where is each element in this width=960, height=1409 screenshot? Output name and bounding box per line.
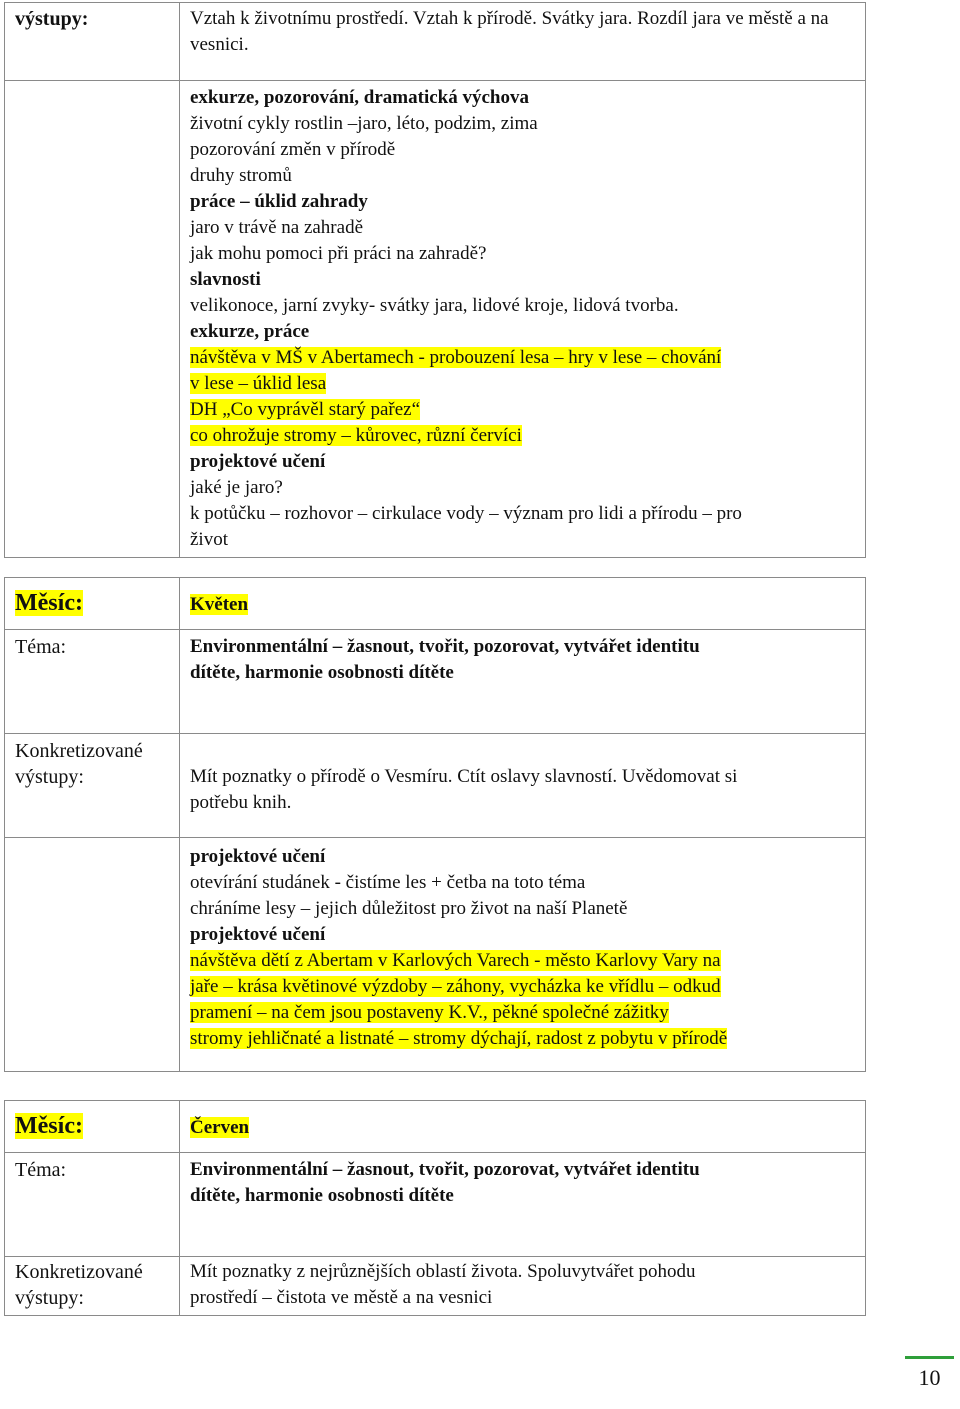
activities-cell bbox=[180, 838, 866, 1072]
table-june bbox=[4, 1100, 866, 1316]
label-cell-empty bbox=[5, 838, 180, 1072]
activity-text: co ohrožuje stromy – kůrovec, různí červíci bbox=[190, 425, 522, 446]
activity-line bbox=[190, 397, 857, 423]
activities-list bbox=[180, 838, 865, 1056]
activity-line bbox=[190, 948, 857, 974]
activity-text: DH „Co vyprávěl starý pařez“ bbox=[190, 399, 421, 420]
vystupy-line: potřebu knih. bbox=[190, 792, 292, 813]
month-label-cell bbox=[5, 578, 180, 630]
activity-line bbox=[190, 189, 857, 215]
label-vystupy: výstupy: bbox=[15, 8, 89, 30]
page-number: 10 bbox=[905, 1356, 954, 1397]
activity-line bbox=[190, 527, 857, 553]
activity-line bbox=[190, 922, 857, 948]
tema-label-cell bbox=[5, 630, 180, 734]
activity-text: jaro v trávě na zahradě bbox=[190, 217, 364, 238]
tema-line: dítěte, harmonie osobnosti dítěte bbox=[190, 1185, 454, 1206]
activity-line bbox=[190, 475, 857, 501]
activity-text: projektové učení bbox=[190, 924, 326, 945]
table-continuation bbox=[4, 2, 866, 558]
activities-cell bbox=[180, 81, 866, 558]
vystupy-cell bbox=[180, 734, 866, 838]
vystupy-line: Mít poznatky o přírodě o Vesmíru. Ctít oslavy slavností. Uvědomovat si bbox=[190, 766, 738, 787]
activity-text: život bbox=[190, 529, 228, 550]
activity-line bbox=[190, 111, 857, 137]
activity-text: exkurze, pozorování, dramatická výchova bbox=[190, 87, 529, 108]
activity-line bbox=[190, 293, 857, 319]
activity-line bbox=[190, 215, 857, 241]
tema-line: Environmentální – žasnout, tvořit, pozorovat, vytvářet identitu bbox=[190, 636, 700, 657]
label-cell-empty bbox=[5, 81, 180, 558]
activity-text: práce – úklid zahrady bbox=[190, 191, 368, 212]
activity-text: pozorování změn v přírodě bbox=[190, 139, 396, 160]
outputs-text: Vztah k životnímu prostředí. Vztah k přírodě. Svátky jara. Rozdíl jara ve městě a na vesnici. bbox=[190, 8, 829, 55]
vystupy-cell bbox=[180, 1257, 866, 1316]
activity-line bbox=[190, 137, 857, 163]
label-vystupy: výstupy: bbox=[15, 1287, 84, 1309]
activity-line bbox=[190, 870, 857, 896]
activity-line bbox=[190, 267, 857, 293]
label-konkretizovane: Konkretizované bbox=[15, 740, 143, 762]
activity-text: jak mohu pomoci při práci na zahradě? bbox=[190, 243, 487, 264]
activity-text: chráníme lesy – jejich důležitost pro život na naší Planetě bbox=[190, 898, 628, 919]
activity-line bbox=[190, 423, 857, 449]
vystupy-line: Mít poznatky z nejrůznějších oblastí života. Spoluvytvářet pohodu bbox=[190, 1261, 696, 1282]
activity-text: stromy jehličnaté a listnaté – stromy dýchají, radost z pobytu v přírodě bbox=[190, 1028, 728, 1049]
activity-line bbox=[190, 1000, 857, 1026]
label-mesic: Měsíc: bbox=[15, 1113, 83, 1139]
activity-line bbox=[190, 345, 857, 371]
activity-line bbox=[190, 844, 857, 870]
activity-line bbox=[190, 241, 857, 267]
month-cell bbox=[180, 1101, 866, 1153]
month-value: Červen bbox=[190, 1117, 250, 1138]
tema-line: dítěte, harmonie osobnosti dítěte bbox=[190, 662, 454, 683]
activity-text: exkurze, práce bbox=[190, 321, 310, 342]
activities-list bbox=[180, 81, 865, 557]
activity-line bbox=[190, 974, 857, 1000]
activity-line bbox=[190, 501, 857, 527]
label-tema: Téma: bbox=[15, 1159, 67, 1181]
activity-line bbox=[190, 163, 857, 189]
activity-line bbox=[190, 371, 857, 397]
label-mesic: Měsíc: bbox=[15, 590, 83, 616]
activity-text: v lese – úklid lesa bbox=[190, 373, 327, 394]
activity-text: projektové učení bbox=[190, 451, 326, 472]
vystupy-line: prostředí – čistota ve městě a na vesnici bbox=[190, 1287, 493, 1308]
activity-line bbox=[190, 449, 857, 475]
vystupy-label-cell bbox=[5, 734, 180, 838]
activity-text: velikonoce, jarní zvyky- svátky jara, lidové kroje, lidová tvorba. bbox=[190, 295, 679, 316]
activity-text: návštěva v MŠ v Abertamech - probouzení lesa – hry v lese – chování bbox=[190, 347, 722, 368]
table-may bbox=[4, 577, 866, 1072]
activity-line bbox=[190, 319, 857, 345]
label-tema: Téma: bbox=[15, 636, 67, 658]
outputs-cell bbox=[180, 3, 866, 81]
activity-text: pramení – na čem jsou postaveny K.V., pěkné společné zážitky bbox=[190, 1002, 669, 1023]
vystupy-label-cell bbox=[5, 1257, 180, 1316]
tema-cell bbox=[180, 630, 866, 734]
activity-line bbox=[190, 85, 857, 111]
activity-line bbox=[190, 896, 857, 922]
activity-text: návštěva dětí z Abertam v Karlových Varech - město Karlovy Vary na bbox=[190, 950, 721, 971]
activity-line bbox=[190, 1026, 857, 1052]
activity-text: jaké je jaro? bbox=[190, 477, 283, 498]
activity-text: slavnosti bbox=[190, 269, 261, 290]
label-vystupy: výstupy: bbox=[15, 766, 84, 788]
tema-label-cell bbox=[5, 1153, 180, 1257]
month-value: Květen bbox=[190, 594, 249, 615]
label-cell bbox=[5, 3, 180, 81]
activity-text: druhy stromů bbox=[190, 165, 292, 186]
tema-cell bbox=[180, 1153, 866, 1257]
month-cell bbox=[180, 578, 866, 630]
activity-text: jaře – krása květinové výzdoby – záhony, vycházka ke vřídlu – odkud bbox=[190, 976, 721, 997]
month-label-cell bbox=[5, 1101, 180, 1153]
tema-line: Environmentální – žasnout, tvořit, pozorovat, vytvářet identitu bbox=[190, 1159, 700, 1180]
activity-text: projektové učení bbox=[190, 846, 326, 867]
activity-text: životní cykly rostlin –jaro, léto, podzim, zima bbox=[190, 113, 538, 134]
activity-text: k potůčku – rozhovor – cirkulace vody – význam pro lidi a přírodu – pro bbox=[190, 503, 742, 524]
label-konkretizovane: Konkretizované bbox=[15, 1261, 143, 1283]
activity-text: otevírání studánek - čistíme les + četba na toto téma bbox=[190, 872, 586, 893]
